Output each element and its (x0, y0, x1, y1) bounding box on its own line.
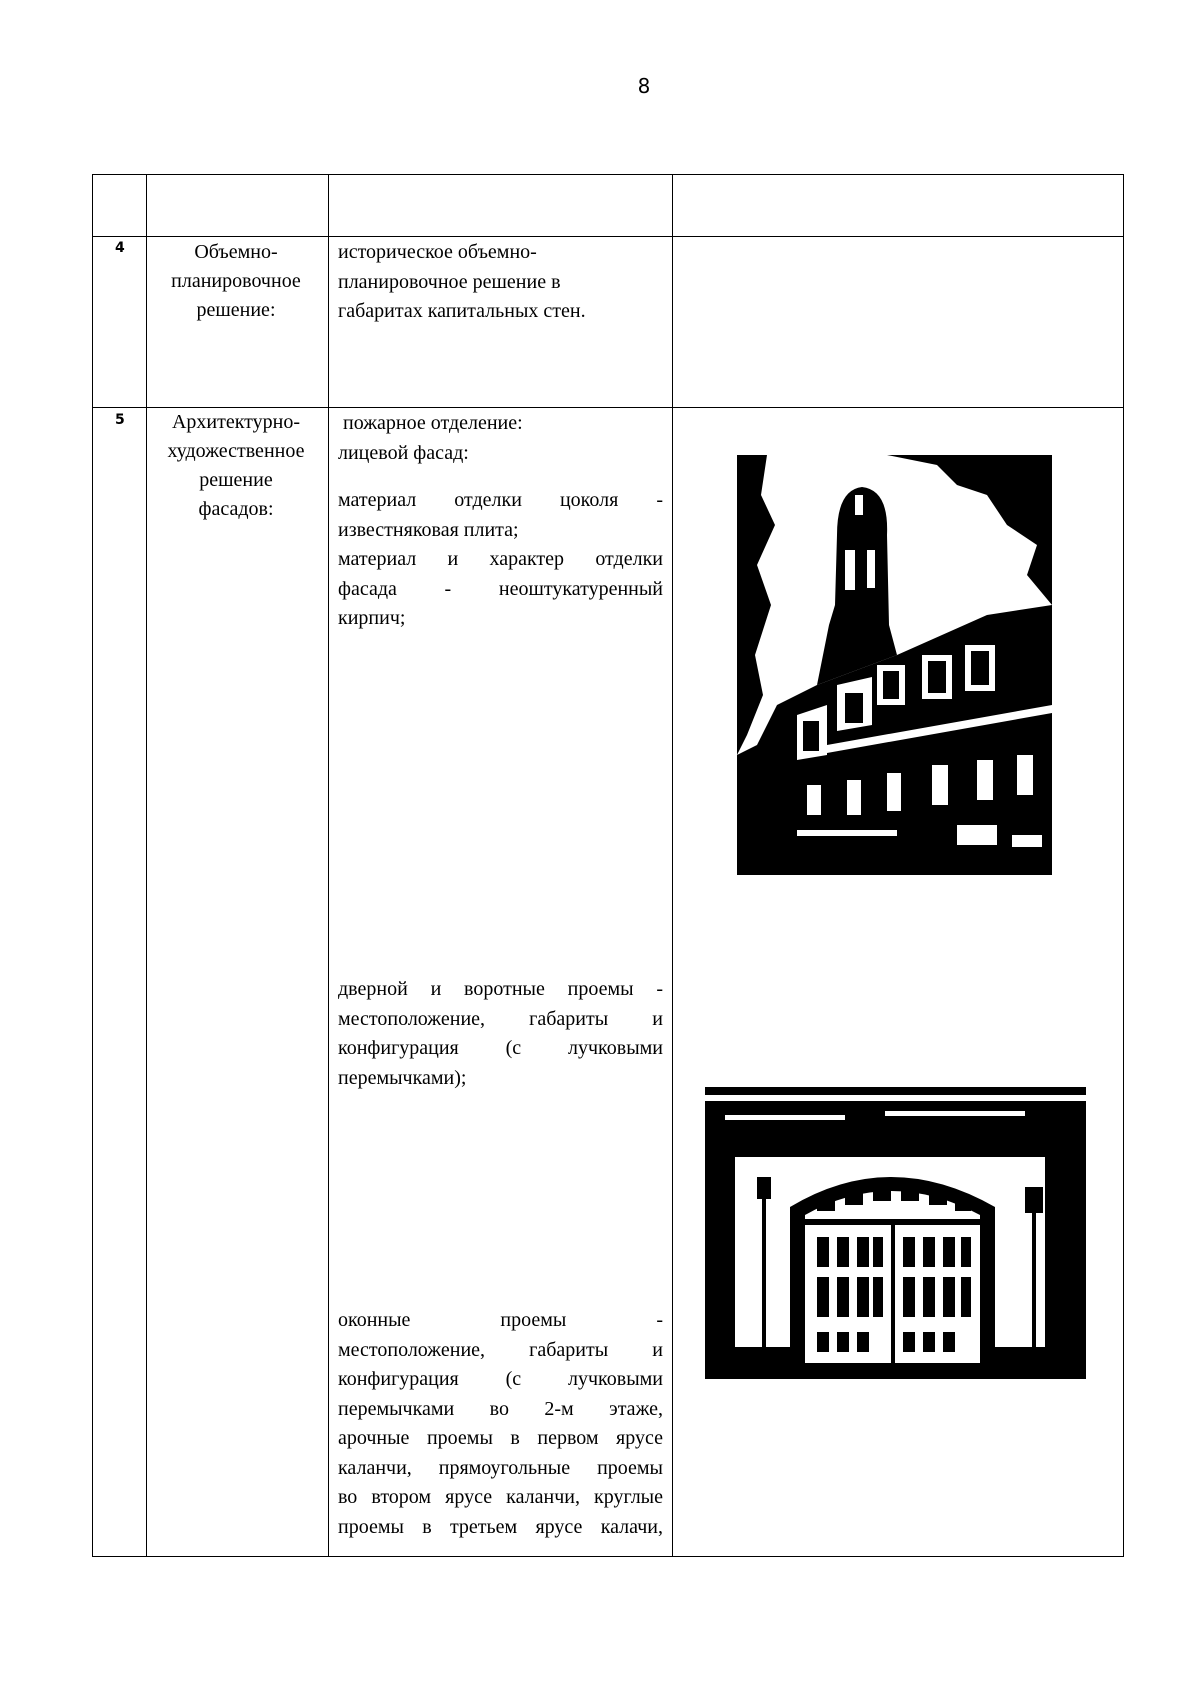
column-divider (672, 175, 673, 1556)
column-divider (328, 175, 329, 1556)
column-divider (146, 175, 147, 1556)
row-5-criterion: Архитектурно- художественное решение фасадов: (167, 411, 305, 520)
gates-photo (705, 1087, 1086, 1379)
row-4-description: историческое объемно- планировочное решение в габаритах капитальных стен. (338, 241, 586, 322)
facade-photo (737, 455, 1052, 875)
row-divider (93, 236, 1123, 237)
row-4-criterion: Объемно- планировочное решение: (171, 241, 301, 321)
row-5-description-doors: дверной и воротные проемы - местоположение, габариты и конфигурация (с лучковыми перемычками); (338, 978, 663, 1089)
row-5-description-intro: пожарное отделение: лицевой фасад: (338, 412, 523, 464)
row-5-description-materials: материал отделки цоколя - известняковая плита; материал и характер отделки фасада - неоштукатуренный кирпич; (338, 489, 663, 629)
row-5-number: 5 (115, 412, 125, 428)
row-5-description-windows: оконные проемы - местоположение, габариты и конфигурация (с лучковыми перемычками во 2-м этаже, арочные проемы в первом ярусе каланчи, прямоугольные проемы во втором ярусе каланчи, круглые проемы в третьем ярусе калачи, (338, 1309, 663, 1538)
page-number: 8 (637, 74, 651, 98)
row-4-number: 4 (115, 240, 125, 256)
